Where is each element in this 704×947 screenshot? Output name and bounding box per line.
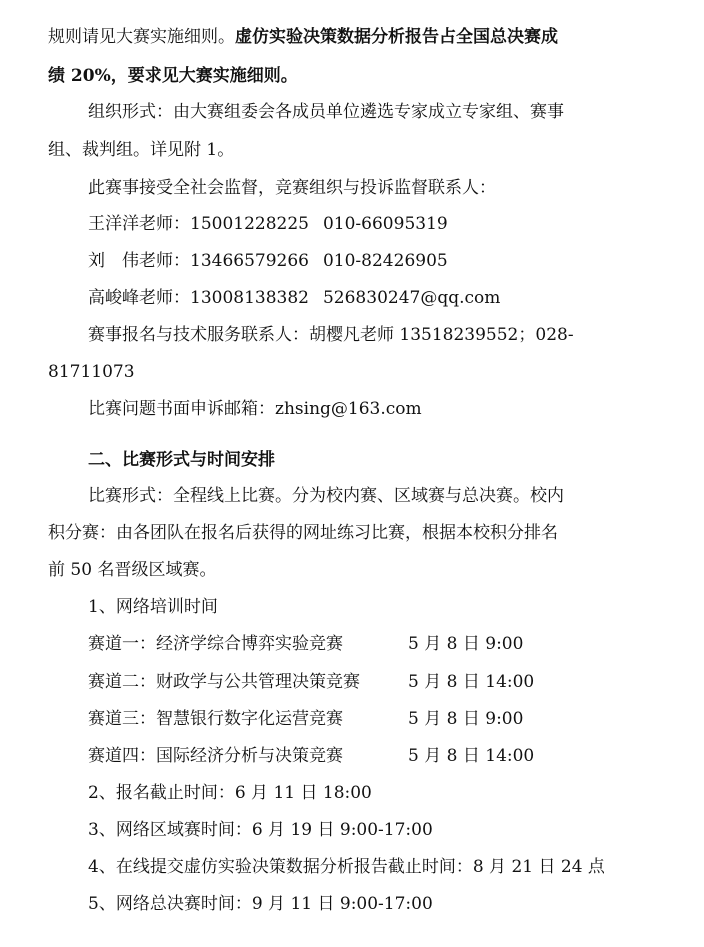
contact-row: [88, 287, 500, 309]
registration-contact-line-2: 81711073: [48, 362, 135, 382]
track-time: 5 月 8 日 14:00: [408, 672, 535, 692]
contact-row: [88, 250, 448, 272]
intro-line-1: [48, 26, 558, 48]
organization-line-2: 组、裁判组。详见附 1。: [48, 140, 235, 160]
contact-name: 高峻峰老师：: [88, 288, 190, 308]
contact-phone: 15001228225: [190, 214, 309, 234]
contact-phone: 13466579266: [190, 251, 309, 271]
track-label: 赛道一：经济学综合博弈实验竞赛: [88, 634, 343, 654]
intro-bold-text: 虚仿实验决策数据分析报告占全国总决赛成: [235, 27, 558, 47]
contact-row: [88, 213, 448, 235]
contact-phone: 13008138382: [190, 288, 309, 308]
track-time: 5 月 8 日 14:00: [408, 746, 535, 766]
format-line-2: 积分赛：由各团队在报名后获得的网址练习比赛，根据本校积分排名: [48, 523, 558, 543]
schedule-item: 4、在线提交虚仿实验决策数据分析报告截止时间：8 月 21 日 24 点: [88, 857, 605, 877]
supervision-intro: 此赛事接受全社会监督，竞赛组织与投诉监督联系人：: [88, 178, 496, 198]
track-label: 赛道二：财政学与公共管理决策竞赛: [88, 672, 360, 692]
registration-contact-line-1: 赛事报名与技术服务联系人：胡樱凡老师 13518239552；028-: [88, 325, 574, 345]
appeal-email-line: 比赛问题书面申诉邮箱：zhsing@163.com: [88, 399, 422, 419]
schedule-item: 5、网络总决赛时间：9 月 11 日 9:00-17:00: [88, 894, 433, 914]
intro-line-2: 绩 20%，要求见大赛实施细则。: [48, 66, 298, 86]
track-time: 5 月 8 日 9:00: [408, 634, 524, 654]
contact-second: 010-82426905: [322, 251, 448, 271]
section-heading: 二、比赛形式与时间安排: [88, 450, 275, 470]
format-line-1: 比赛形式：全程线上比赛。分为校内赛、区域赛与总决赛。校内: [88, 486, 564, 506]
track-row: [88, 745, 343, 767]
contact-name: 刘 伟老师：: [88, 251, 190, 271]
track-label: 赛道四：国际经济分析与决策竞赛: [88, 746, 343, 766]
track-row: [88, 671, 360, 693]
training-heading: 1、网络培训时间: [88, 597, 218, 617]
track-time: 5 月 8 日 9:00: [408, 709, 524, 729]
organization-line-1: 组织形式：由大赛组委会各成员单位遴选专家成立专家组、赛事: [88, 102, 564, 122]
schedule-item: 3、网络区域赛时间：6 月 19 日 9:00-17:00: [88, 820, 433, 840]
format-line-3: 前 50 名晋级区域赛。: [48, 560, 217, 580]
track-row: [88, 633, 343, 655]
contact-second: 010-66095319: [322, 214, 448, 234]
schedule-item: 2、报名截止时间：6 月 11 日 18:00: [88, 783, 372, 803]
contact-email: 526830247@qq.com: [322, 288, 501, 308]
track-row: [88, 708, 343, 730]
contact-name: 王洋洋老师：: [88, 214, 190, 234]
track-label: 赛道三：智慧银行数字化运营竞赛: [88, 709, 343, 729]
intro-text: 规则请见大赛实施细则。: [48, 27, 235, 47]
